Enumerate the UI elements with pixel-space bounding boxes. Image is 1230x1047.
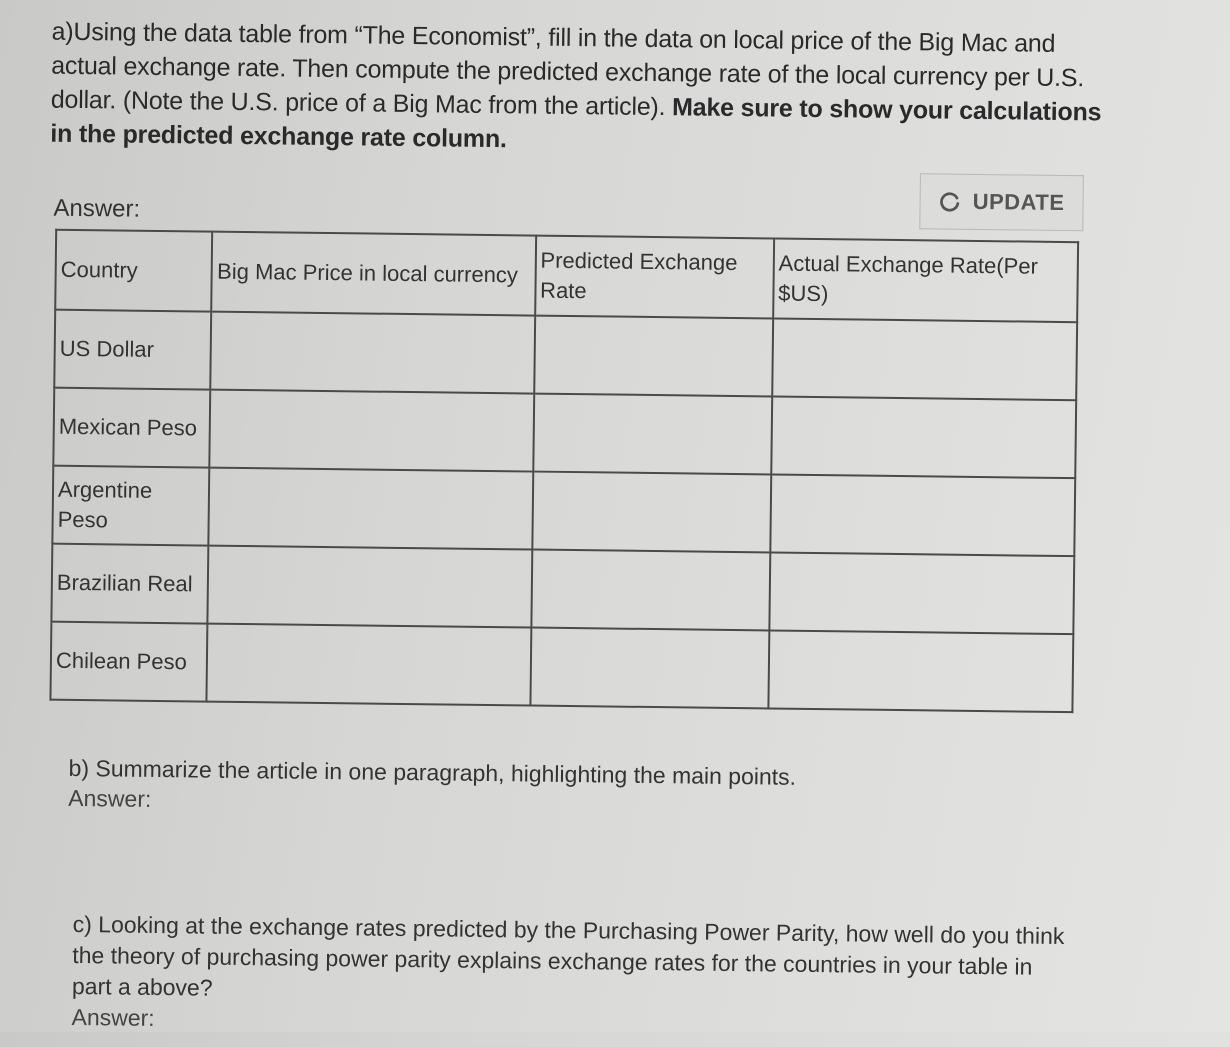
question-b [68,753,796,822]
cell-price[interactable] [211,312,535,394]
header-country: Country [55,230,212,312]
question-a-bold-text: Make sure to show your calculations in the predicted exchange rate column. [50,93,1102,154]
cell-predicted[interactable] [530,628,769,709]
table-row [53,388,1076,478]
cell-actual[interactable] [770,474,1075,556]
question-a-text: a)Using the data table from “The Economist”, fill in the data on local price of the Big Mac and actual exchange rate. Then compute the predicted exchange rate of the local currency per U.S. dollar. (Note the U.S. price of a Big Mac from the article). [50,17,1085,122]
question-a [50,15,1112,164]
cell-predicted[interactable] [531,550,770,631]
answer-label-c: Answer: [71,1003,155,1031]
cell-actual[interactable] [772,318,1077,400]
table-row [52,466,1075,556]
cell-predicted[interactable] [532,472,771,553]
cell-predicted[interactable] [533,394,772,475]
question-b-text: b) Summarize the article in one paragraph, highlighting the main points. [68,754,797,790]
cell-country: Mexican Peso [53,388,210,468]
header-big-mac-price: Big Mac Price in local currency [212,232,536,316]
cell-price[interactable] [207,624,531,706]
table-row [50,622,1073,712]
cell-predicted[interactable] [534,316,773,397]
cell-country: Brazilian Real [51,544,208,624]
cell-price[interactable] [210,390,534,472]
question-c [71,909,1072,1045]
header-actual-rate: Actual Exchange Rate(Per $US) [773,238,1078,322]
answer-label-b: Answer: [68,784,152,812]
refresh-icon [939,190,961,212]
data-table [49,229,1079,713]
cell-country: US Dollar [54,310,211,390]
table-row [54,310,1077,400]
cell-country: Argentine Peso [52,466,209,546]
cell-actual[interactable] [771,396,1076,478]
update-button-label: UPDATE [972,188,1065,216]
update-button[interactable] [919,173,1084,231]
answer-label-a: Answer: [53,194,141,223]
question-c-text: c) Looking at the exchange rates predicted by the Purchasing Power Parity, how well do you think the theory of purchasing power parity explains exchange rates for the countries in your table in part a above? [71,910,1065,1001]
cell-country: Chilean Peso [50,622,207,702]
cell-price[interactable] [209,468,533,550]
table-row [51,544,1074,634]
cell-actual[interactable] [768,630,1073,712]
table-header-row [55,230,1078,322]
cell-price[interactable] [208,546,532,628]
cell-actual[interactable] [769,552,1074,634]
header-predicted-rate: Predicted Exchange Rate [535,236,774,319]
